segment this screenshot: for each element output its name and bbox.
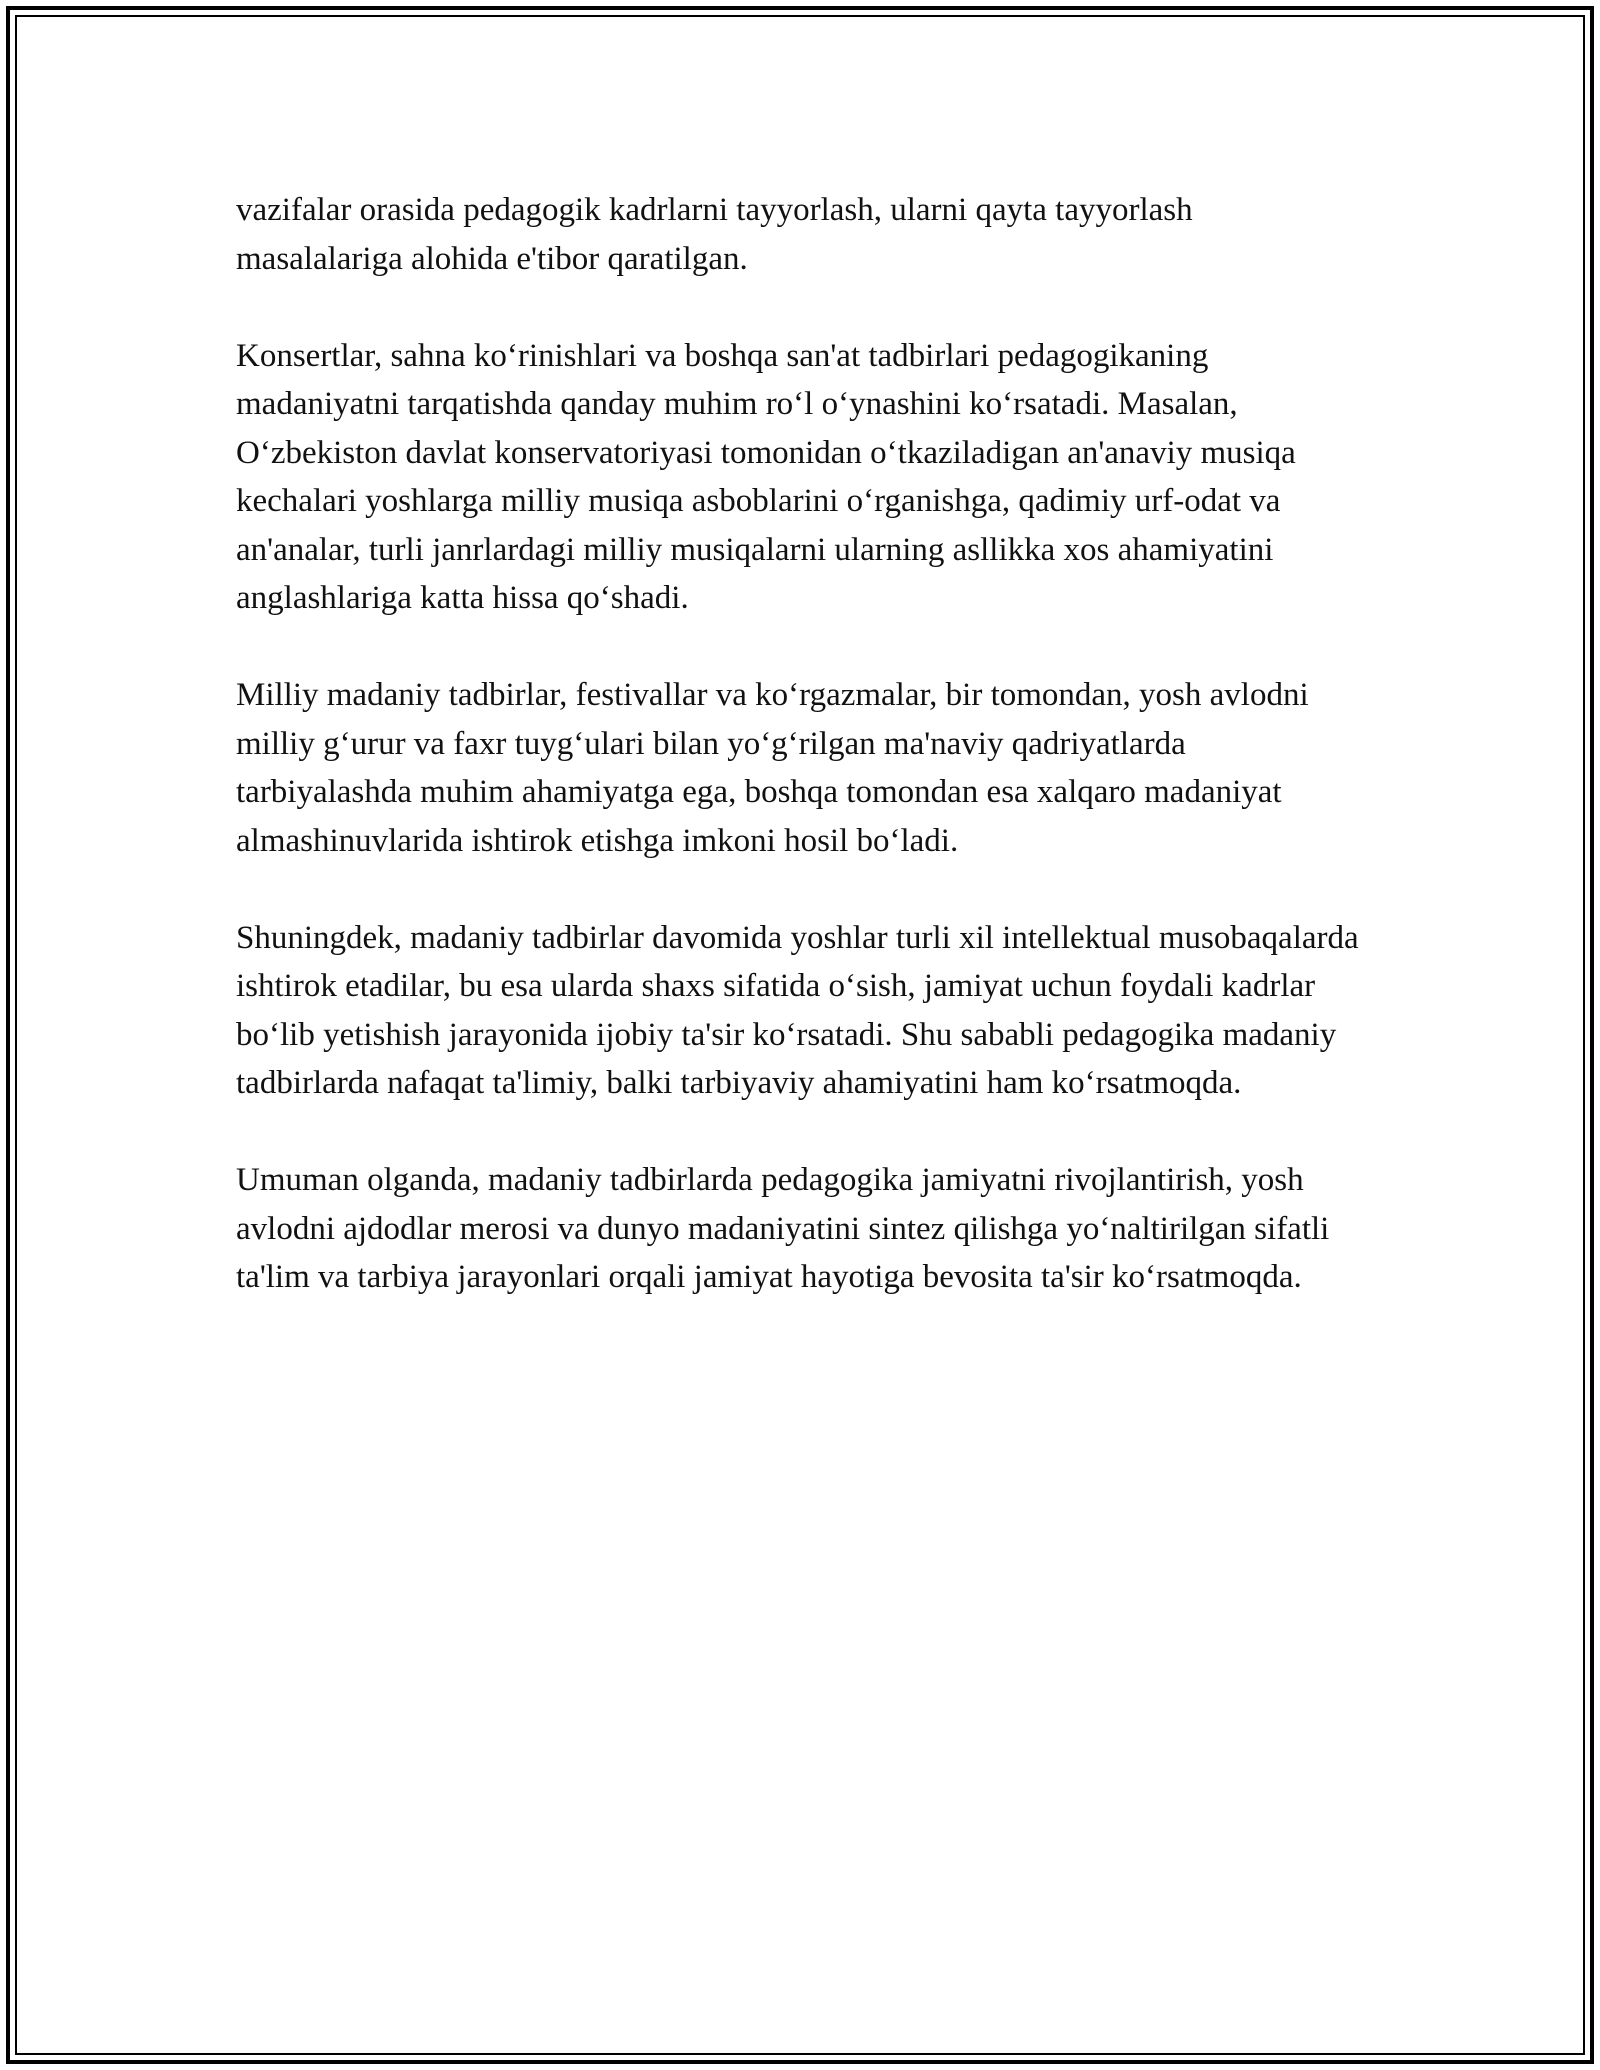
paragraph-5: Umuman olganda, madaniy tadbirlarda pedagogika jamiyatni rivojlantirish, yosh avlodni ajdodlar merosi va dunyo madaniyatini sintez qilishga yo‘naltirilgan sifatli ta'lim va tarbiya jarayonlari orqali jamiyat hayotiga bevosita ta'sir ko‘rsatmoqda. bbox=[236, 1162, 1330, 1295]
paragraph-1: vazifalar orasida pedagogik kadrlarni tayyorlash, ularni qayta tayyorlash masalalariga alohida e'tibor qaratilgan. bbox=[236, 192, 1193, 277]
paragraph-3: Milliy madaniy tadbirlar, festivallar va ko‘rgazmalar, bir tomondan, yosh avlodni milliy g‘urur va faxr tuyg‘ulari bilan yo‘g‘rilgan ma'naviy qadriyatlarda tarbiyalashda muhim ahamiyatga ega, boshqa tomondan esa xalqaro madaniyat almashinuvlarida ishtirok etishga imkoni hosil bo‘ladi. bbox=[236, 677, 1309, 859]
document-body bbox=[236, 186, 1366, 1302]
paragraph-2: Konsertlar, sahna ko‘rinishlari va boshqa san'at tadbirlari pedagogikaning madaniyatni tarqatishda qanday muhim ro‘l o‘ynashini ko‘rsatadi. Masalan, O‘zbekiston davlat konservatoriyasi tomonidan o‘tkaziladigan an'anaviy musiqa kechalari yoshlarga milliy musiqa asboblarini o‘rganishga, qadimiy urf-odat va an'analar, turli janrlardagi milliy musiqalarni ularning asllikka xos ahamiyatini anglashlariga katta hissa qo‘shadi. bbox=[236, 337, 1296, 616]
paragraph-4: Shuningdek, madaniy tadbirlar davomida yoshlar turli xil intellektual musobaqalarda ishtirok etadilar, bu esa ularda shaxs sifatida o‘sish, jamiyat uchun foydali kadrlar bo‘lib yetishish jarayonida ijobiy ta'sir ko‘rsatadi. Shu sababli pedagogika madaniy tadbirlarda nafaqat ta'limiy, balki tarbiyaviy ahamiyatini ham ko‘rsatmoqda. bbox=[236, 919, 1359, 1101]
